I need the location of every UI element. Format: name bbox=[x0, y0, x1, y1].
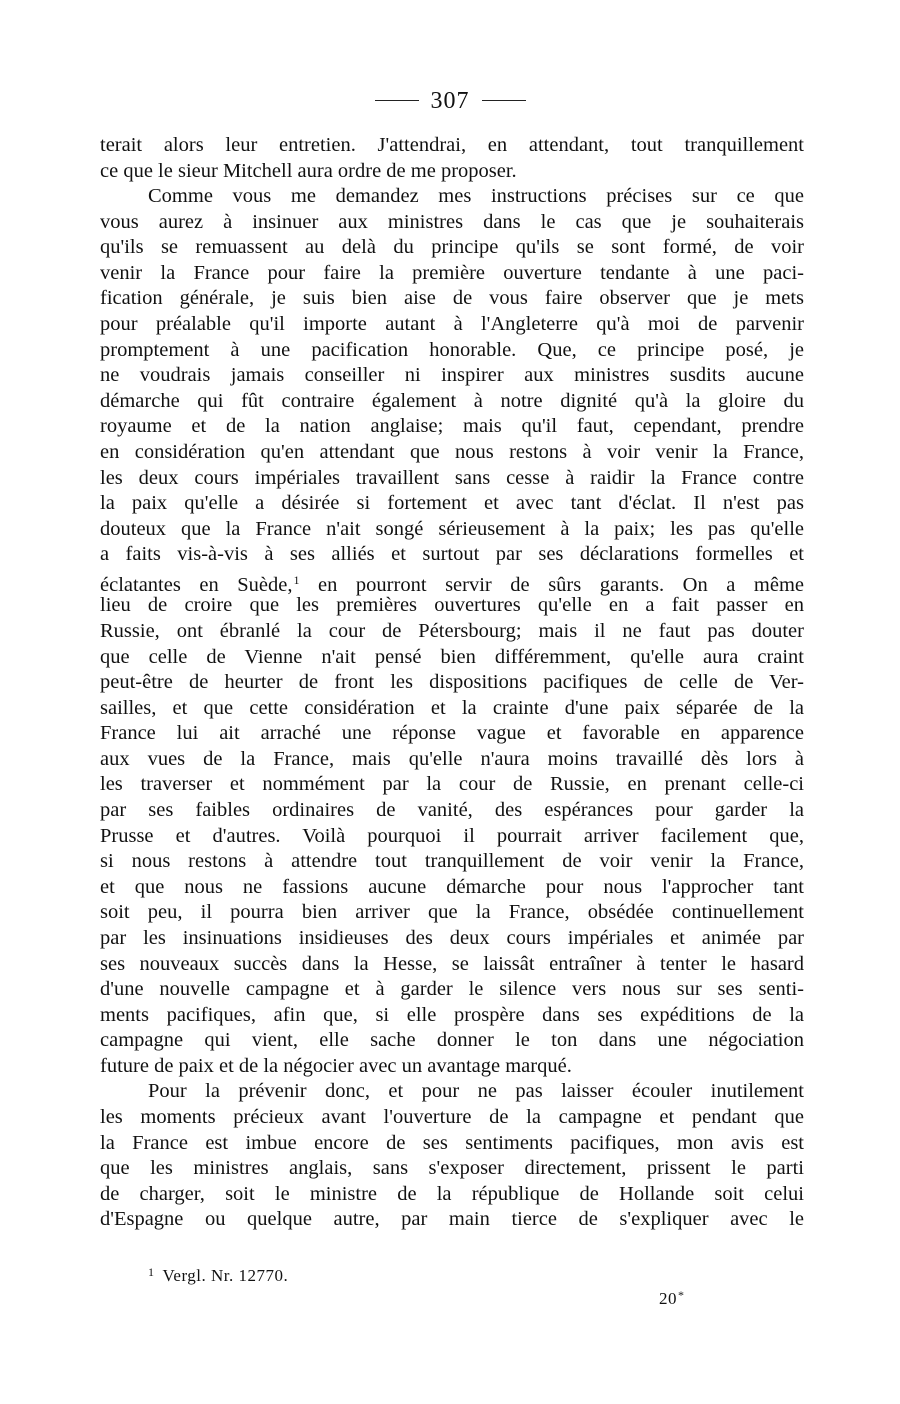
text-line bbox=[100, 952, 804, 978]
page-number-dash-left bbox=[375, 100, 419, 101]
text-line bbox=[100, 849, 804, 875]
text-line bbox=[100, 619, 804, 645]
line-text: Russie, ont ébranlé la cour de Pétersbourg; mais il ne faut pas douter bbox=[100, 619, 804, 642]
line-text: vous aurez à insinuer aux ministres dans le cas que je souhaiterais bbox=[100, 210, 804, 233]
line-text: la France est imbue encore de ses sentiments pacifiques, mon avis est bbox=[100, 1131, 804, 1154]
line-text: venir la France pour faire la première ouverture tendante à une paci- bbox=[100, 261, 804, 284]
line-text: promptement à une pacification honorable. Que, ce principe posé, je bbox=[100, 338, 804, 361]
line-text: douteux que la France n'ait songé sérieusement à la paix; les pas qu'elle bbox=[100, 517, 804, 540]
line-text: fication générale, je suis bien aise de vous faire observer que je mets bbox=[100, 287, 804, 310]
text-line bbox=[100, 1028, 804, 1054]
text-line bbox=[100, 159, 804, 185]
text-line bbox=[100, 645, 804, 671]
line-text: ments pacifiques, afin que, si elle prospère dans ses expéditions de la bbox=[100, 1003, 804, 1026]
line-text: sailles, et que cette considération et la crainte d'une paix séparée de la bbox=[100, 696, 804, 719]
line-text: aux vues de la France, mais qu'elle n'aura moins travaillé dès lors à bbox=[100, 747, 804, 770]
line-text: si nous restons à attendre tout tranquillement de voir venir la France, bbox=[100, 850, 804, 873]
text-line bbox=[100, 670, 804, 696]
line-text: que celle de Vienne n'ait pensé bien différemment, qu'elle aura craint bbox=[100, 645, 804, 668]
line-text: terait alors leur entretien. J'attendrai, en attendant, tout tranquillement bbox=[100, 134, 804, 156]
text-line bbox=[100, 517, 804, 543]
text-line bbox=[100, 1003, 804, 1029]
text-line bbox=[100, 824, 804, 850]
line-text: démarche qui fût contraire également à notre dignité qu'à la gloire du bbox=[100, 389, 804, 412]
line-text: campagne qui vient, elle sache donner le ton dans une négociation bbox=[100, 1029, 804, 1052]
line-text: les moments précieux avant l'ouverture de la campagne et pendant que bbox=[100, 1105, 804, 1128]
text-line bbox=[100, 696, 804, 722]
line-text: Prusse et d'autres. Voilà pourquoi il pourrait arriver facilement que, bbox=[100, 824, 804, 847]
line-text: soit peu, il pourra bien arriver que la France, obsédée continuellement bbox=[100, 901, 804, 924]
line-text: par les insinuations insidieuses des deux cours impériales et animée par bbox=[100, 926, 804, 949]
line-text: Pour la prévenir donc, et pour ne pas laisser écouler inutilement bbox=[148, 1080, 804, 1103]
line-text: et que nous ne fassions aucune démarche pour nous l'approcher tant bbox=[100, 875, 804, 898]
line-text: Comme vous me demandez mes instructions précises sur ce que bbox=[148, 185, 804, 208]
line-text: éclatantes en Suède, bbox=[100, 573, 293, 596]
signature-mark bbox=[659, 1288, 685, 1309]
text-line bbox=[100, 363, 804, 389]
text-line bbox=[100, 184, 804, 210]
line-text: en pourront servir de sûrs garants. On a même bbox=[299, 573, 804, 596]
line-text: France lui ait arraché une réponse vague et favorable en apparence bbox=[100, 722, 804, 745]
text-line bbox=[100, 772, 804, 798]
line-text: que les ministres anglais, sans s'exposer directement, prissent le parti bbox=[100, 1157, 804, 1180]
text-line bbox=[100, 389, 804, 415]
text-line bbox=[100, 440, 804, 466]
text-line bbox=[100, 338, 804, 364]
line-text: peut-être de heurter de front les dispositions pacifiques de celle de Ver- bbox=[100, 671, 804, 694]
signature-star: * bbox=[678, 1288, 685, 1302]
footnote bbox=[148, 1265, 288, 1286]
text-line bbox=[100, 1131, 804, 1157]
line-text: en considération qu'en attendant que nous restons à voir venir la France, bbox=[100, 440, 804, 463]
page-number-text: 307 bbox=[430, 88, 470, 114]
signature-text: 20 bbox=[659, 1289, 677, 1308]
line-text: la paix qu'elle a désirée si fortement et avec tant d'éclat. Il n'est pas bbox=[100, 492, 804, 515]
text-line bbox=[100, 542, 804, 568]
text-line bbox=[100, 1054, 804, 1080]
text-line bbox=[100, 210, 804, 236]
line-text: ne voudrais jamais conseiller ni inspirer aux ministres susdits aucune bbox=[100, 364, 804, 387]
text-line bbox=[100, 312, 804, 338]
line-text: lieu de croire que les premières ouvertures qu'elle en a fait passer en bbox=[100, 594, 804, 617]
text-line bbox=[100, 721, 804, 747]
line-text: les deux cours impériales travaillent sans cesse à raidir la France contre bbox=[100, 466, 804, 489]
line-text: a faits vis-à-vis à ses alliés et surtout par ses déclarations formelles et bbox=[100, 543, 804, 566]
line-text: qu'ils se remuassent au delà du principe qu'ils se sont formé, de voir bbox=[100, 236, 804, 259]
text-line bbox=[100, 1105, 804, 1131]
page-number-dash-right bbox=[482, 100, 526, 101]
line-text: par ses faibles ordinaires de vanité, des espérances pour garder la bbox=[100, 799, 804, 822]
text-line bbox=[100, 286, 804, 312]
text-line bbox=[100, 747, 804, 773]
line-text: royaume et de la nation anglaise; mais qu'il faut, cependant, prendre bbox=[100, 415, 804, 438]
text-line bbox=[100, 414, 804, 440]
text-line bbox=[100, 875, 804, 901]
text-line bbox=[100, 900, 804, 926]
footnote-text: Vergl. Nr. 12770. bbox=[162, 1266, 289, 1285]
text-line bbox=[100, 1156, 804, 1182]
text-line bbox=[100, 261, 804, 287]
text-line bbox=[100, 1207, 804, 1233]
text-line bbox=[100, 1079, 804, 1105]
footnote-reference: 1 bbox=[293, 572, 300, 587]
text-line bbox=[100, 593, 804, 619]
line-text: future de paix et de la négocier avec un avantage marqué. bbox=[100, 1054, 572, 1077]
line-text: d'une nouvelle campagne et à garder le silence vers nous sur ses senti- bbox=[100, 978, 804, 1001]
text-line bbox=[100, 1182, 804, 1208]
text-line bbox=[100, 926, 804, 952]
line-text: de charger, soit le ministre de la république de Hollande soit celui bbox=[100, 1182, 804, 1205]
text-line bbox=[100, 977, 804, 1003]
text-line bbox=[100, 235, 804, 261]
line-text: les traverser et nommément par la cour de Russie, en prenant celle-ci bbox=[100, 773, 804, 796]
text-line bbox=[100, 798, 804, 824]
text-line bbox=[100, 491, 804, 517]
line-text: pour préalable qu'il importe autant à l'Angleterre qu'à moi de parvenir bbox=[100, 313, 804, 336]
line-text: ses nouveaux succès dans la Hesse, se laissât entraîner à tenter le hasard bbox=[100, 952, 804, 975]
line-text: ce que le sieur Mitchell aura ordre de me proposer. bbox=[100, 159, 517, 182]
line-text: d'Espagne ou quelque autre, par main tierce de s'expliquer avec le bbox=[100, 1208, 804, 1231]
text-line bbox=[100, 133, 804, 159]
page-number bbox=[0, 88, 900, 115]
text-line bbox=[100, 568, 804, 594]
footnote-mark: 1 bbox=[148, 1265, 155, 1279]
body-text bbox=[100, 133, 804, 1233]
text-line bbox=[100, 466, 804, 492]
